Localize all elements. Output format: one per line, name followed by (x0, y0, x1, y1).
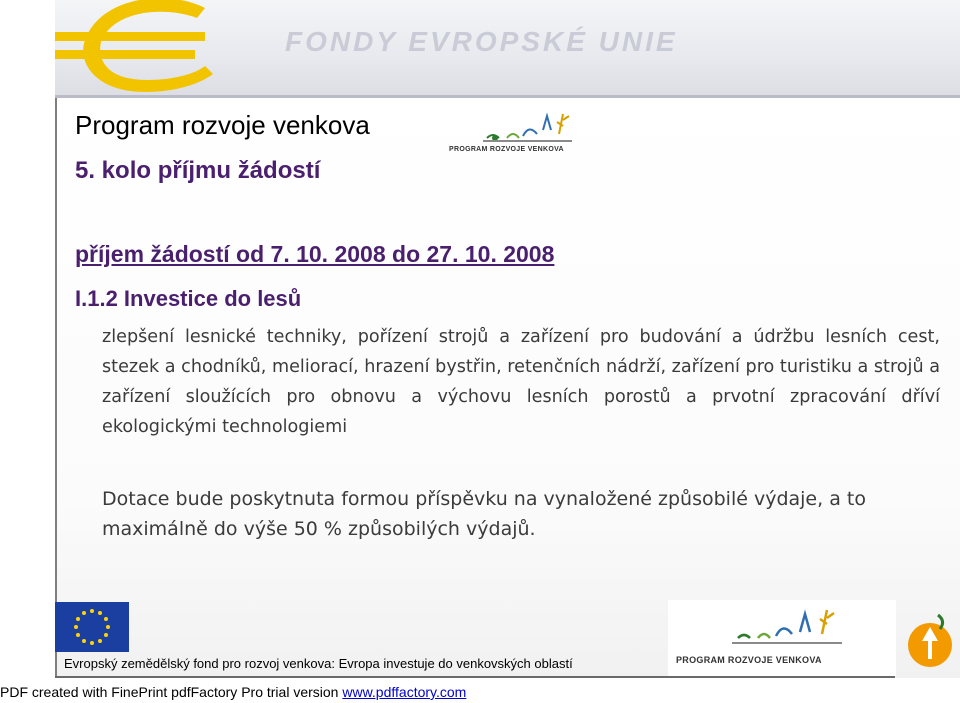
eu-flag-icon (55, 602, 129, 652)
subsidy-description: Dotace bude poskytnuta formou příspěvku na vynaložené způsobilé výdaje, a to maximálně do výše 50 % způsobilých výdajů. (102, 488, 866, 540)
footer-divider (55, 676, 895, 678)
pdffactory-link[interactable]: www.pdffactory.com (342, 684, 467, 700)
prv-logo-caption: PROGRAM ROZVOJE VENKOVA (449, 146, 564, 153)
euro-sign-icon (55, 0, 235, 96)
measure-description: zlepšení lesnické techniky, pořízení strojů a zařízení pro budování a údržbu lesních cest, stezek a chodníků, meliorací, hrazení bystřin, retenčních nádrží, zařízení pro turistiku a strojů a zařízení sloužících pro obnovu a výchovu lesních porostů a prvotní zpracování dříví ekologickými technologiemi (102, 327, 940, 437)
banner-watermark-text: FONDY EVROPSKÉ UNIE (285, 26, 678, 57)
leader-logo-icon (900, 605, 958, 673)
slide-title: Program rozvoje venkova (75, 110, 370, 140)
pdf-notice (0, 684, 466, 700)
application-dates: příjem žádostí od 7. 10. 2008 do 27. 10. 2008 (75, 241, 555, 267)
slide-subtitle: 5. kolo příjmu žádostí (75, 157, 321, 184)
header-banner (55, 0, 960, 96)
prv-logo-bottom-caption: PROGRAM ROZVOJE VENKOVA (676, 655, 822, 665)
measure-heading: I.1.2 Investice do lesů (75, 286, 302, 311)
pdf-notice-text: PDF created with FinePrint pdfFactory Pro trial version (0, 684, 339, 700)
prv-logo-bottom (718, 604, 848, 652)
footer-text: Evropský zemědělský fond pro rozvoj venkova: Evropa investuje do venkovských oblastí (64, 656, 573, 671)
